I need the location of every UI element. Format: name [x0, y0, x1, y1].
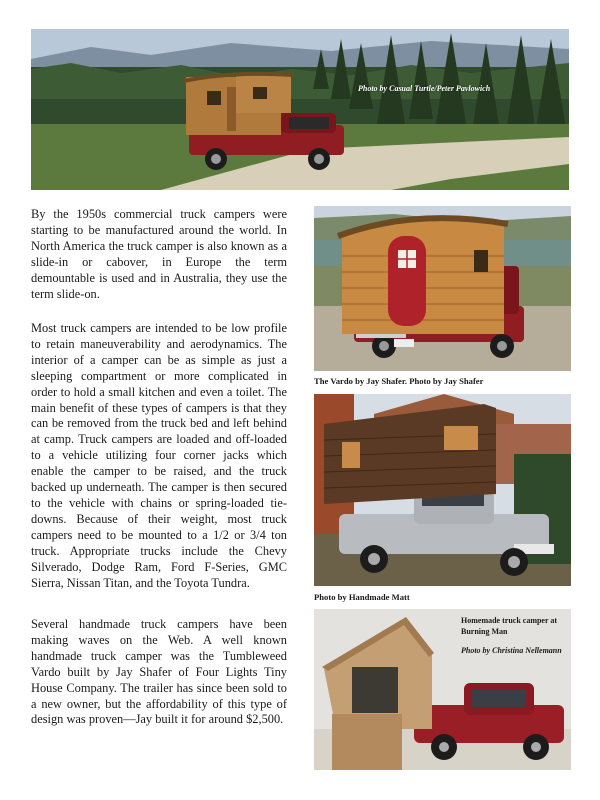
caption-burning-man: [461, 616, 571, 657]
caption-vardo: The Vardo by Jay Shafer. Photo by Jay Shafer: [314, 376, 484, 386]
caption-handmade-matt: Photo by Handmade Matt: [314, 592, 410, 602]
photo-handmade-matt-camper: [314, 394, 571, 586]
paragraph-1: By the 1950s commercial truck campers were starting to be manufactured around the world. In North America the truck camper is also known as a slide-in or cabover, in Europe the term demountable is used and in Australia, they use the term slide-on.: [31, 207, 287, 301]
photo-credit-top: Photo by Casual Turtle/Peter Pavlowich: [358, 84, 491, 93]
paragraph-2: Most truck campers are intended to be low profile to retain maneuverability and aerodynamics. The interior of a camper can be as simple as just a sleeping compartment or more complicated in order to hold a small kitchen and even a toilet. The main benefit of these types of campers is that they can be removed from the truck bed and left behind at camp. Truck campers are loaded and off-loaded to a vehicle utilizing four corner jacks which enable the camper to be raised, and the truck backed up underneath. The camper is then secured to the vehicle with chains or spring-loaded tie-downs. Because of their weight, most truck campers need to be mounted to a 1/2 or 3/4 ton truck. Appropriate trucks include the Chevy Silverado, Dodge Ram, Ford F-Series, GMC Sierra, Nissan Titan, and the Toyota Tundra.: [31, 321, 287, 590]
caption-burning-man-credit: Photo by Christina Nellemann: [461, 646, 562, 655]
photo-top-camper-forest: [31, 29, 569, 190]
caption-burning-man-title: Homemade truck camper at Burning Man: [461, 616, 558, 636]
paragraph-3: Several handmade truck campers have been making waves on the Web. A well known handmade truck camper was the Tumbleweed Vardo built by Jay Shafer of Four Lights Tiny House Company. The trailer has since been sold to a new owner, but the affordability of this type of design was proven—Jay built it for around $2,500.: [31, 617, 287, 727]
photo-vardo-camper: [314, 206, 571, 371]
